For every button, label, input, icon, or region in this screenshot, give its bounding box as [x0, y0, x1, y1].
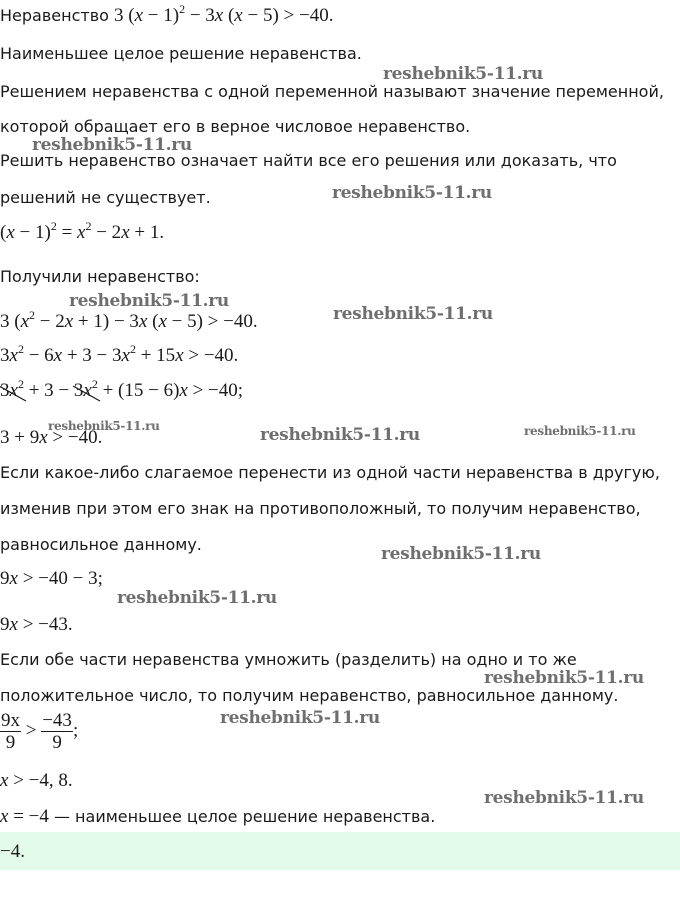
watermark: reshebnik5-11.ru	[333, 304, 493, 324]
rule-line-5: положительное число, то получим неравенство, равносильное данному.	[0, 686, 619, 705]
fraction-denominator: 9	[52, 732, 62, 753]
cancelled-term: $3x^2$	[74, 380, 98, 402]
cancelled-term: $3x^2$	[0, 380, 24, 402]
math-expression: 9x > −40 − 3;	[0, 568, 103, 589]
conclusion-text: — наименьшее целое решение неравенства.	[48, 807, 436, 826]
rule-line-2: изменив при этом его знак на противоположный, то получим неравенство,	[0, 499, 641, 518]
obtained-label: Получили неравенство:	[0, 267, 200, 286]
math-expression: $3x^2 - 6x + 3 - 3x^2 + 15x > -40$.	[0, 342, 239, 366]
watermark: reshebnik5-11.ru	[381, 544, 541, 564]
definition-line-4: решений не существует.	[0, 188, 211, 207]
math-expression: $(x - 1)^2 = x^2 - 2x + 1$.	[0, 219, 165, 243]
fraction-inequality: $\frac{9x}{9}$ > $\frac{-43}{9}$ ;	[1, 710, 79, 753]
answer-box	[0, 832, 680, 870]
rule-line-3: равносильное данному.	[0, 535, 202, 554]
fraction-numerator: −43	[42, 710, 72, 731]
rule-line-1: Если какое-либо слагаемое перенести из одной части неравенства в другую,	[0, 463, 660, 482]
math-expression: 9x > −43.	[0, 614, 73, 635]
answer-value: −4.	[0, 841, 25, 862]
watermark: reshebnik5-11.ru	[484, 668, 644, 688]
problem-statement	[0, 2, 334, 27]
watermark: reshebnik5-11.ru	[332, 183, 492, 203]
watermark: reshebnik5-11.ru	[484, 788, 644, 808]
watermark: reshebnik5-11.ru	[32, 135, 192, 155]
watermark: reshebnik5-11.ru	[48, 419, 160, 433]
watermark: reshebnik5-11.ru	[220, 708, 380, 728]
problem-prefix: Неравенство	[0, 6, 109, 25]
rule-line-4: Если обе части неравенства умножить (разделить) на одно и то же	[0, 650, 577, 669]
definition-line-3: Решить неравенство означает найти все его решения или доказать, что	[0, 151, 617, 170]
watermark: reshebnik5-11.ru	[117, 588, 277, 608]
definition-line-1: Решением неравенства с одной переменной называют значение переменной,	[0, 82, 664, 101]
math-expression: x = −4	[0, 806, 49, 827]
math-expression: 3 + 9x > −40.	[0, 427, 103, 448]
math-expression: 3 $(x - 1)^2 - 3x$ (x − 5) > −40.	[114, 2, 334, 26]
math-expression: $3x^2$ + $3 - 3x^2$ + (15 − 6)x > −40;	[0, 377, 244, 401]
definition-line-2: которой обращает его в верное числовое неравенство.	[0, 117, 471, 136]
fraction-numerator: 9x	[1, 710, 20, 731]
fraction-denominator: 9	[5, 732, 16, 753]
watermark: reshebnik5-11.ru	[69, 291, 229, 311]
fraction-left	[0, 710, 21, 753]
fraction-right	[41, 710, 73, 753]
watermark: reshebnik5-11.ru	[383, 64, 543, 84]
task-description: Наименьшее целое решение неравенства.	[0, 44, 362, 63]
math-expression: x > −4, 8.	[0, 770, 73, 791]
watermark: reshebnik5-11.ru	[260, 425, 420, 445]
watermark: reshebnik5-11.ru	[524, 424, 636, 438]
conclusion	[0, 806, 435, 828]
math-expression: 3 $(x^2 - 2x + 1) - 3x$ (x − 5) > −40.	[0, 308, 258, 332]
